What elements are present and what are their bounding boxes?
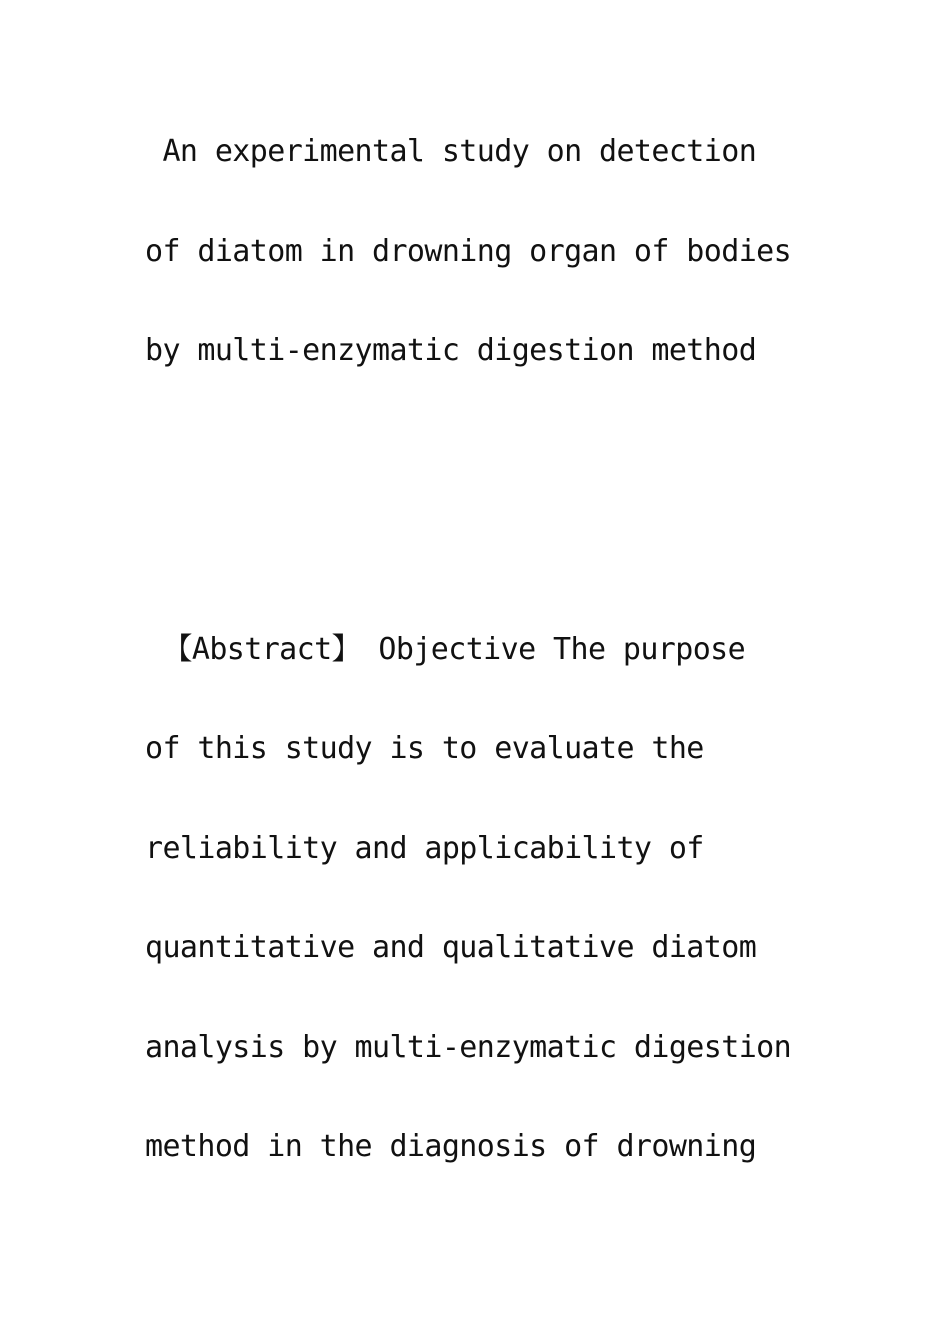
title-line: by multi-enzymatic digestion method — [145, 333, 757, 368]
abstract-line: method in the diagnosis of drowning — [145, 1129, 757, 1164]
abstract-line: 【Abstract】 Objective The purpose — [145, 632, 746, 667]
title-line: of diatom in drowning organ of bodies — [145, 234, 792, 269]
abstract-line: analysis by multi-enzymatic digestion — [145, 1030, 792, 1065]
title-line: An experimental study on detection — [145, 134, 757, 169]
abstract-line: reliability and applicability of — [145, 831, 704, 866]
abstract-line: of this study is to evaluate the — [145, 731, 704, 766]
abstract-line: quantitative and qualitative diatom — [145, 930, 757, 965]
